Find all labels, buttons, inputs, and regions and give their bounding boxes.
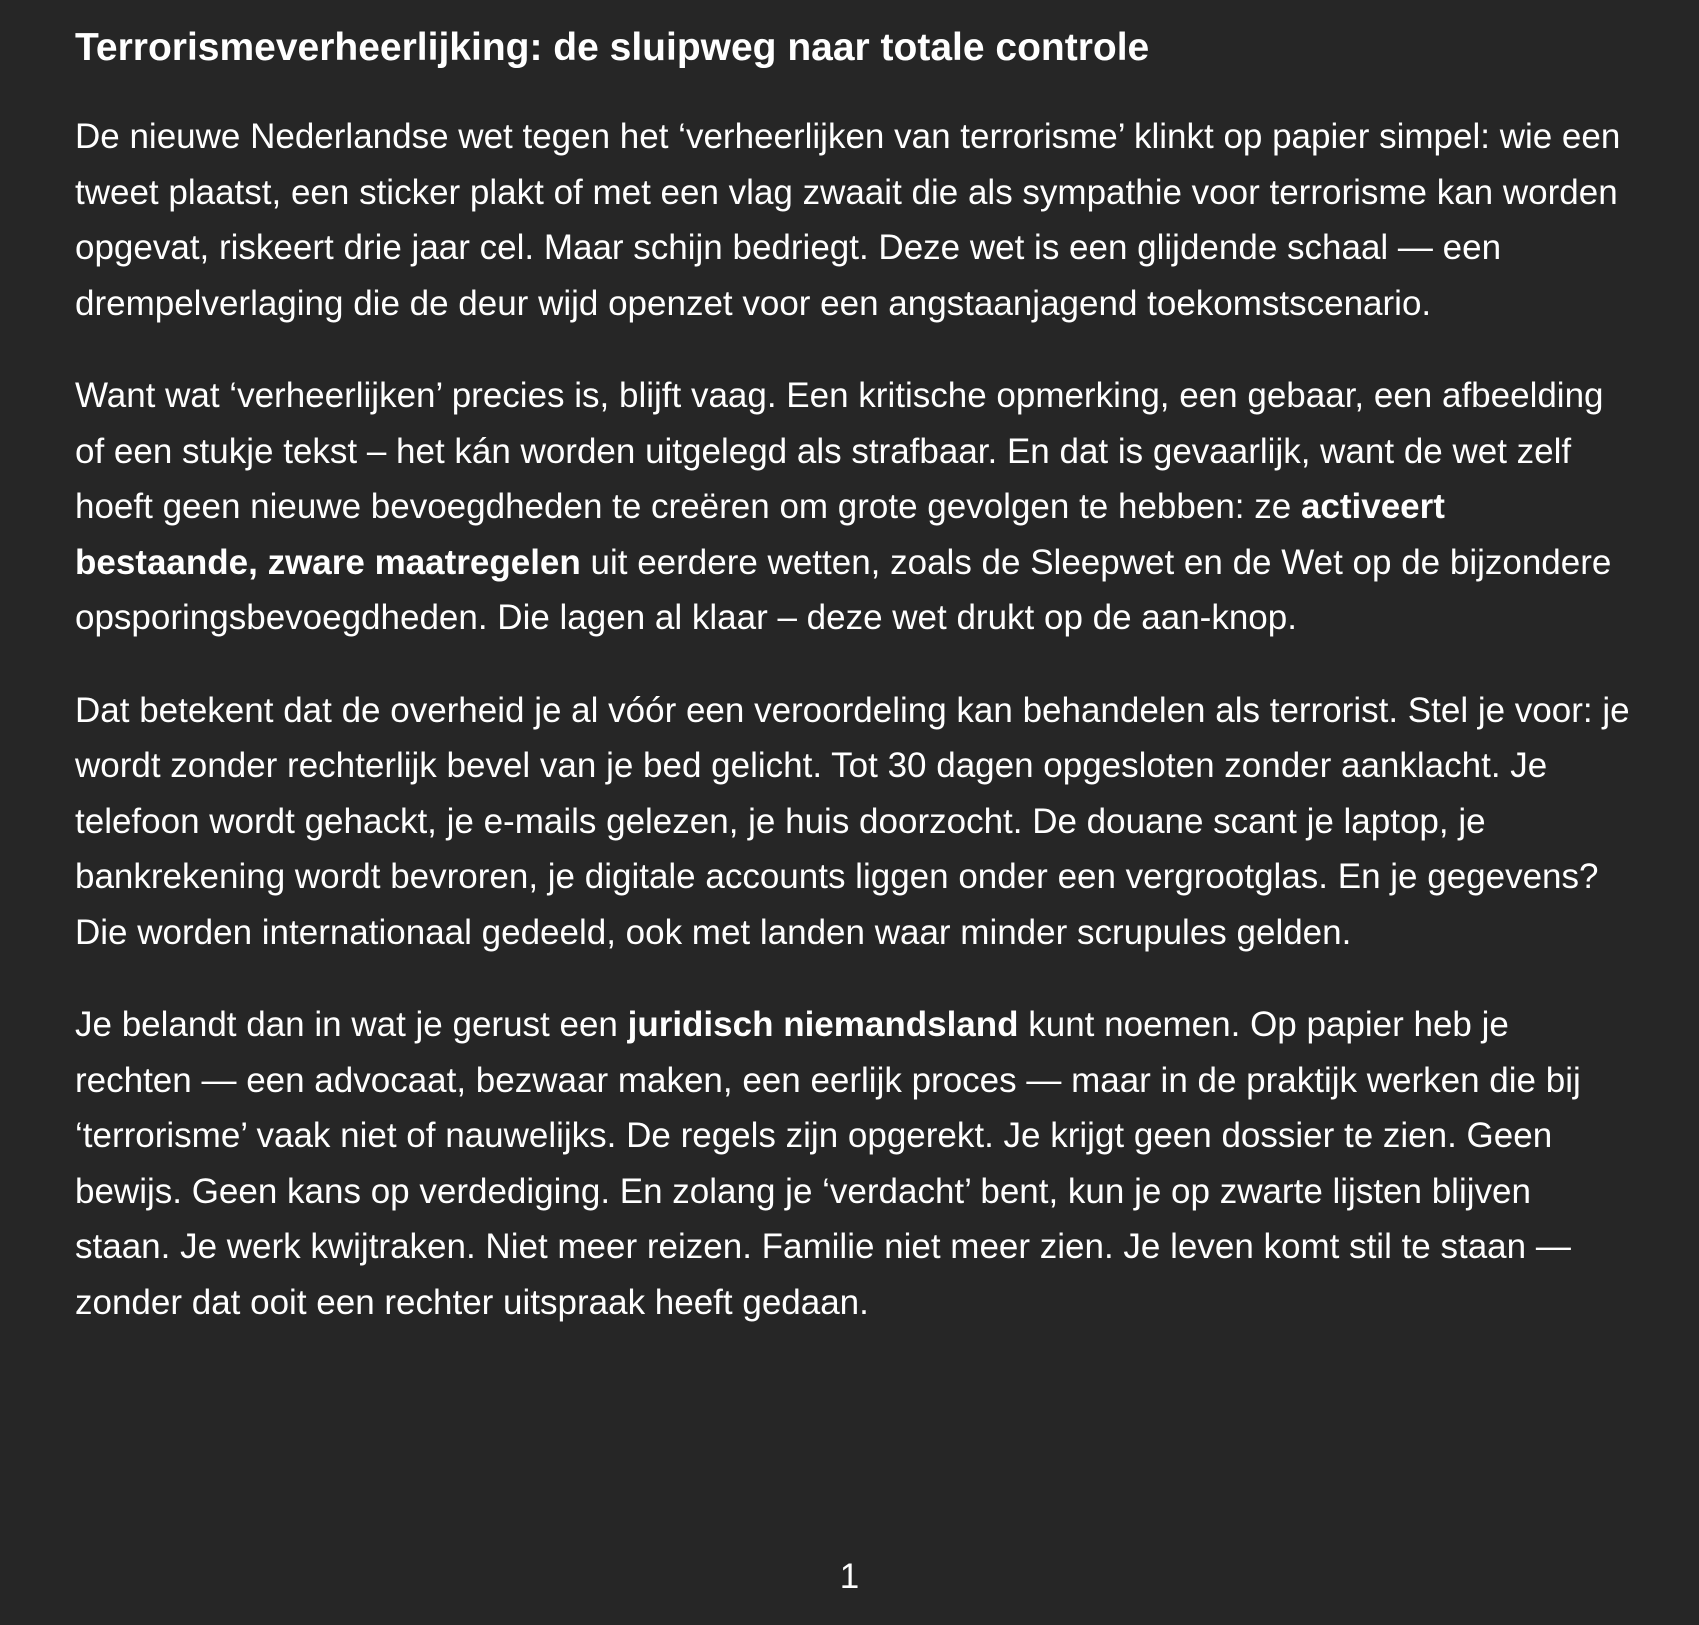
paragraph-2 bbox=[75, 368, 1635, 646]
paragraph-4-text-after: kunt noemen. Op papier heb je rechten — een advocaat, bezwaar maken, een eerlijk proces — maar in de praktijk werken die bij ‘terrorisme’ vaak niet of nauwelijks. De regels zijn opgerekt. Je krijgt geen dossier te zien. Geen bewijs. Geen kans op verdediging. En zolang je ‘verdacht’ bent, kun je op zwarte lijsten blijven staan. Je werk kwijtraken. Niet meer reizen. Familie niet meer zien. Je leven komt stil te staan — zonder dat ooit een rechter uitspraak heeft gedaan. bbox=[75, 1005, 1581, 1322]
paragraph-2-text-after: uit eerdere wetten, zoals de Sleepwet en de Wet op de bijzondere opsporingsbevoegdheden. Die lagen al klaar – deze wet drukt op de aan-knop. bbox=[75, 542, 1612, 637]
paragraph-1: De nieuwe Nederlandse wet tegen het ‘verheerlijken van terrorisme’ klinkt op papier simpel: wie een tweet plaatst, een sticker plakt of met een vlag zwaait die als sympathie voor terrorisme kan worden opgevat, riskeert drie jaar cel. Maar schijn bedriegt. Deze wet is een glijdende schaal — een drempelverlaging die de deur wijd openzet voor een angstaanjagend toekomstscenario. bbox=[75, 117, 1621, 323]
document-title: Terrorismeverheerlijking: de sluipweg naar totale controle bbox=[75, 26, 1150, 69]
paragraph-4 bbox=[75, 997, 1635, 1330]
page-number: 1 bbox=[839, 1557, 860, 1596]
document-page bbox=[75, 20, 1635, 1330]
paragraph-2-text-before: Want wat ‘verheerlijken’ precies is, blijft vaag. Een kritische opmerking, een gebaar, een afbeelding of een stukje tekst – het kán worden uitgelegd als strafbaar. En dat is gevaarlijk, want de wet zelf hoeft geen nieuwe bevoegdheden te creëren om grote gevolgen te hebben: ze bbox=[75, 376, 1604, 526]
paragraph-2-bold-phrase: activeert bestaande, zware maatregelen bbox=[75, 487, 1445, 582]
paragraph-3: Dat betekent dat de overheid je al vóór een veroordeling kan behandelen als terrorist. Stel je voor: je wordt zonder rechterlijk bevel van je bed gelicht. Tot 30 dagen opgesloten zonder aanklacht. Je telefoon wordt gehackt, je e-mails gelezen, je huis doorzocht. De douane scant je laptop, je bankrekening wordt bevroren, je digitale accounts liggen onder een vergrootglas. En je gegevens? Die worden internationaal gedeeld, ook met landen waar minder scrupules gelden. bbox=[75, 690, 1630, 952]
paragraph-4-bold-phrase: juridisch niemandsland bbox=[627, 1005, 1019, 1044]
paragraph-4-text-before: Je belandt dan in wat je gerust een bbox=[75, 1005, 628, 1044]
